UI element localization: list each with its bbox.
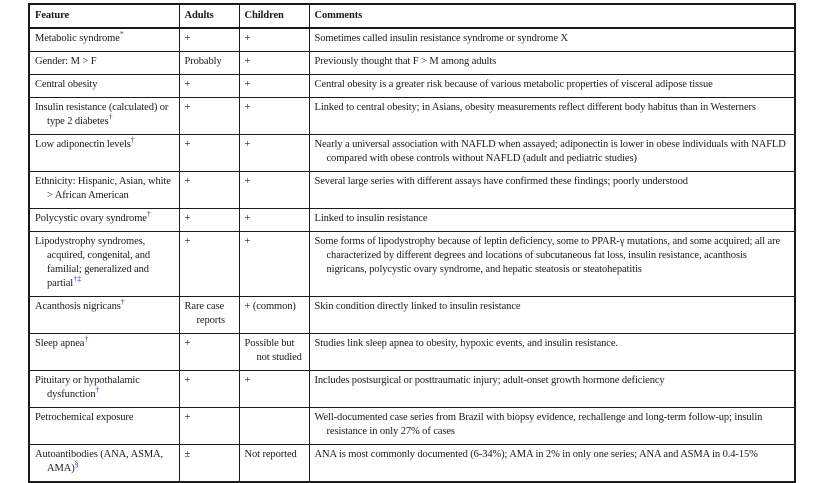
feature-cell <box>29 408 179 445</box>
children-cell: + <box>239 135 309 172</box>
footnote-mark: † <box>108 112 113 122</box>
table-row <box>29 209 795 232</box>
footnote-mark: † <box>84 334 89 344</box>
feature-text: Ethnicity: Hispanic, Asian, white > African American <box>35 176 171 201</box>
adults-cell: ± <box>179 445 239 483</box>
comments-cell: ANA is most commonly documented (6-34%); AMA in 2% in only one series; ANA and ASMA in 0.4-15% <box>309 445 795 483</box>
feature-cell <box>29 232 179 297</box>
footnote-mark: † <box>95 385 100 395</box>
comments-cell: Some forms of lipodystrophy because of leptin deficiency, some to PPAR-γ mutations, and some acquired; all are characterized by different degrees and locations of subcutaneous fat loss, insulin resistance, acanthosis nigricans, polycystic ovary syndrome, and hepatic steatosis or steatohepatitis <box>309 232 795 297</box>
adults-cell: + <box>179 98 239 135</box>
table-row <box>29 334 795 371</box>
table-row <box>29 135 795 172</box>
feature-cell <box>29 371 179 408</box>
feature-cell <box>29 172 179 209</box>
feature-cell <box>29 28 179 52</box>
children-cell <box>239 408 309 445</box>
table-row <box>29 297 795 334</box>
adults-cell: + <box>179 75 239 98</box>
feature-text: Pituitary or hypothalamic dysfunction <box>35 375 140 400</box>
table-row <box>29 232 795 297</box>
children-cell: + <box>239 209 309 232</box>
children-cell: + (common) <box>239 297 309 334</box>
adults-cell: + <box>179 408 239 445</box>
feature-cell <box>29 445 179 483</box>
footnote-mark: § <box>74 459 79 469</box>
adults-cell: + <box>179 172 239 209</box>
comments-cell: Linked to insulin resistance <box>309 209 795 232</box>
table-header <box>29 4 795 28</box>
comments-cell: Sometimes called insulin resistance syndrome or syndrome X <box>309 28 795 52</box>
footnote-mark: † <box>130 135 135 145</box>
comments-cell: Studies link sleep apnea to obesity, hypoxic events, and insulin resistance. <box>309 334 795 371</box>
feature-text: Acanthosis nigricans <box>35 301 121 312</box>
children-cell: + <box>239 98 309 135</box>
footnote-mark: * <box>119 29 124 39</box>
header-comments: Comments <box>309 4 795 28</box>
table-row <box>29 28 795 52</box>
comments-cell: Linked to central obesity; in Asians, obesity measurements reflect different body habitus than in Westerners <box>309 98 795 135</box>
feature-text: Gender: M > F <box>35 56 97 67</box>
feature-cell <box>29 334 179 371</box>
feature-cell <box>29 75 179 98</box>
adults-cell: + <box>179 334 239 371</box>
adults-cell: + <box>179 209 239 232</box>
header-children: Children <box>239 4 309 28</box>
comments-cell: Several large series with different assays have confirmed these findings; poorly understood <box>309 172 795 209</box>
feature-text: Autoantibodies (ANA, ASMA, AMA) <box>35 449 164 474</box>
feature-cell <box>29 52 179 75</box>
feature-text: Polycystic ovary syndrome <box>35 213 147 224</box>
feature-text: Low adiponectin levels <box>35 139 131 150</box>
risk-factors-table <box>28 3 796 483</box>
table-row <box>29 371 795 408</box>
adults-cell: Probably <box>179 52 239 75</box>
children-cell: + <box>239 371 309 408</box>
feature-text: Central obesity <box>35 79 98 90</box>
table-row <box>29 445 795 483</box>
header-feature: Feature <box>29 4 179 28</box>
footnote-mark: †‡ <box>73 274 82 284</box>
header-adults: Adults <box>179 4 239 28</box>
children-cell: Not reported <box>239 445 309 483</box>
feature-cell <box>29 98 179 135</box>
table-row <box>29 172 795 209</box>
table-row <box>29 408 795 445</box>
footnote-mark: † <box>146 209 151 219</box>
comments-cell: Previously thought that F > M among adults <box>309 52 795 75</box>
feature-text: Sleep apnea <box>35 338 85 349</box>
comments-cell: Includes postsurgical or posttraumatic injury; adult-onset growth hormone deficiency <box>309 371 795 408</box>
adults-cell: + <box>179 371 239 408</box>
adults-cell: + <box>179 135 239 172</box>
feature-cell <box>29 209 179 232</box>
feature-cell <box>29 135 179 172</box>
table-row <box>29 98 795 135</box>
children-cell: + <box>239 52 309 75</box>
comments-cell: Central obesity is a greater risk because of various metabolic properties of visceral adipose tissue <box>309 75 795 98</box>
adults-cell: + <box>179 28 239 52</box>
children-cell: + <box>239 75 309 98</box>
comments-cell: Nearly a universal association with NAFLD when assayed; adiponectin is lower in obese individuals with NAFLD compared with obese controls without NAFLD (adult and pediatric studies) <box>309 135 795 172</box>
children-cell: + <box>239 28 309 52</box>
children-cell: Possible but not studied <box>239 334 309 371</box>
children-cell: + <box>239 232 309 297</box>
comments-cell: Well-documented case series from Brazil with biopsy evidence, rechallenge and long-term follow-up; insulin resistance in only 27% of cases <box>309 408 795 445</box>
header-row <box>29 4 795 28</box>
feature-text: Petrochemical exposure <box>35 412 134 423</box>
comments-cell: Skin condition directly linked to insulin resistance <box>309 297 795 334</box>
feature-text: Metabolic syndrome <box>35 33 120 44</box>
table-row <box>29 75 795 98</box>
table-row <box>29 52 795 75</box>
children-cell: + <box>239 172 309 209</box>
footnote-mark: † <box>120 297 125 307</box>
adults-cell: + <box>179 232 239 297</box>
feature-text: Insulin resistance (calculated) or type 2 diabetes <box>35 102 169 127</box>
adults-cell: Rare case reports <box>179 297 239 334</box>
feature-cell <box>29 297 179 334</box>
feature-text: Lipodystrophy syndromes, acquired, congenital, and familial; generalized and partial <box>35 236 151 289</box>
table-body <box>29 28 795 482</box>
